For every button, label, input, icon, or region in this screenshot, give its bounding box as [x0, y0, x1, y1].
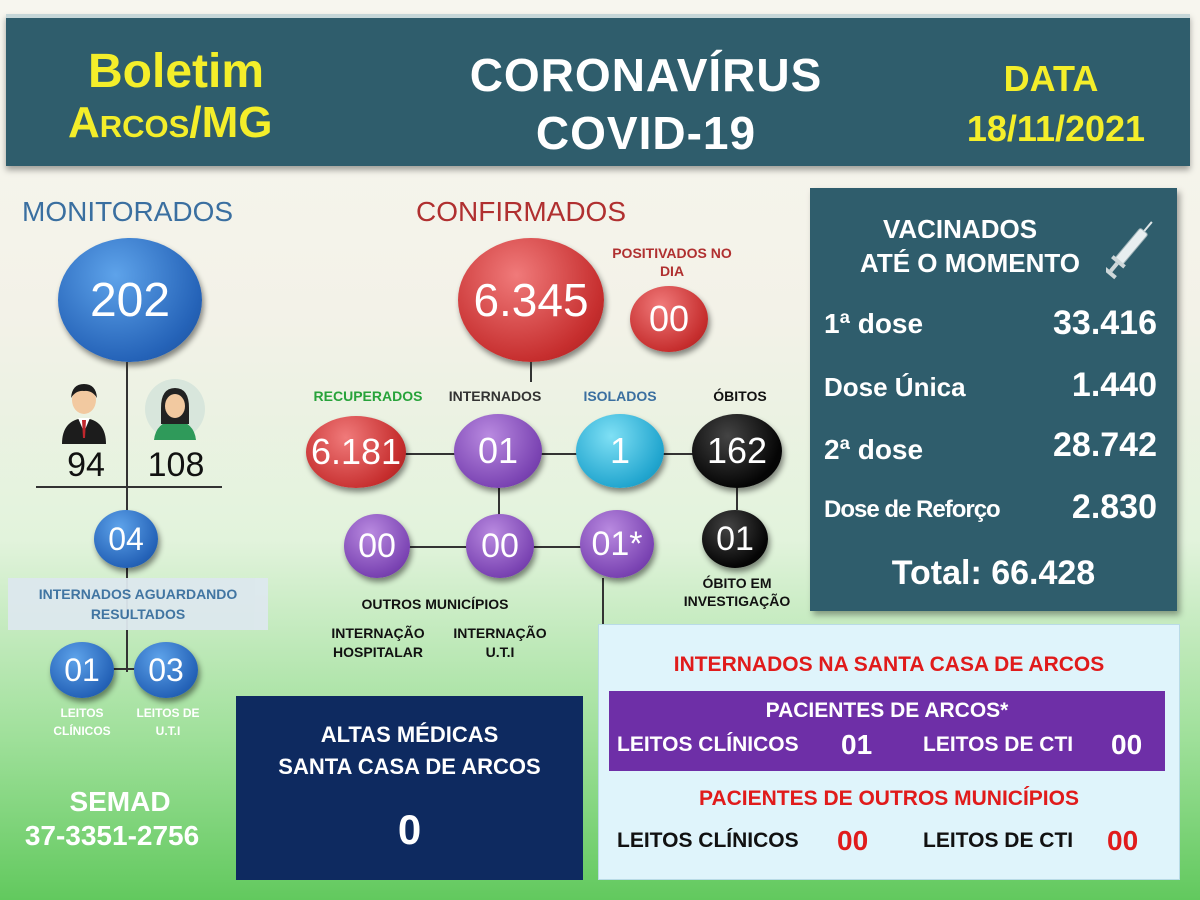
internados-circle — [454, 414, 542, 488]
altas-title-1: ALTAS MÉDICAS — [320, 722, 499, 747]
leitos-uti-label: LEITOS DE U.T.I — [136, 706, 200, 738]
monitorados-total: 202 — [89, 273, 171, 327]
arcos-clinicos-value: 01 — [841, 729, 873, 760]
outros-municipios-circle — [344, 514, 410, 578]
obitos-label: ÓBITOS — [713, 388, 767, 404]
title-line-2: COVID-19 — [535, 107, 757, 159]
positivados-count: 00 — [648, 298, 690, 339]
isolados-circle — [576, 414, 664, 488]
internacao-uti-label: INTERNAÇÃO U.T.I — [453, 625, 547, 660]
outros-clinicos-value: 00 — [837, 825, 869, 856]
confirmados-connector — [530, 362, 532, 382]
obito-investigacao-circle — [702, 510, 768, 568]
female-person-icon — [144, 378, 206, 440]
santa-casa-panel — [598, 624, 1180, 880]
city-label: Arcos/MG — [68, 98, 273, 147]
dose-reforco-value: 2.830 — [1071, 488, 1157, 526]
vacinados-row-4 — [824, 488, 1157, 536]
internacao-uti-count: 01* — [591, 524, 643, 563]
altas-title-2: SANTA CASA DE ARCOS — [278, 754, 541, 779]
obitos-connector — [736, 488, 738, 510]
arcos-cti-value: 00 — [1111, 729, 1143, 760]
recuperados-circle — [306, 416, 406, 488]
male-person-icon — [56, 378, 112, 444]
recuperados-count: 6.181 — [310, 431, 402, 472]
dose-2-value: 28.742 — [1053, 426, 1157, 464]
arcos-patients-bar — [609, 691, 1165, 771]
vacinados-row-2 — [824, 366, 1157, 412]
outros-municipios-label: OUTROS MUNICÍPIOS — [361, 596, 509, 612]
confirmados-total-circle — [458, 238, 604, 362]
obito-investigacao-label: ÓBITO EM INVESTIGAÇÃO — [683, 575, 791, 609]
internacao-hospitalar-count: 00 — [481, 526, 519, 565]
monitorados-total-circle — [58, 238, 202, 362]
recuperados-label: RECUPERADOS — [313, 388, 423, 404]
aguardando-label-box — [8, 578, 268, 630]
leitos-uti-circle — [134, 642, 198, 698]
boletim-label: Boletim — [88, 45, 265, 98]
dose-2-label: 2ª dose — [824, 434, 924, 465]
outros-cti-value: 00 — [1107, 825, 1139, 856]
leitos-clinicos-count: 01 — [64, 651, 100, 688]
outros-clinicos-label: LEITOS CLÍNICOS — [617, 829, 799, 852]
dose-unica-label: Dose Única — [824, 372, 966, 402]
confirmados-total: 6.345 — [473, 274, 589, 326]
positivados-circle — [630, 286, 708, 352]
outros-patients-title: PACIENTES DE OUTROS MUNICÍPIOS — [699, 787, 1079, 810]
internacao-uti-circle — [580, 510, 654, 578]
internacao-hospitalar-circle — [466, 514, 534, 578]
syringe-icon — [1106, 212, 1154, 284]
male-count: 94 — [67, 446, 105, 484]
data-label: DATA — [1003, 58, 1099, 99]
altas-panel — [236, 696, 583, 880]
dose-unica-value: 1.440 — [1071, 366, 1157, 404]
aguardando-circle — [94, 510, 158, 568]
female-count: 108 — [147, 446, 205, 484]
outros-cti-label: LEITOS DE CTI — [923, 829, 1074, 852]
aguardando-label: INTERNADOS AGUARDANDO RESULTADOS — [38, 586, 238, 622]
title-line-1: CORONAVÍRUS — [469, 49, 823, 101]
altas-value: 0 — [397, 806, 422, 853]
arcos-patients-title: PACIENTES DE ARCOS* — [765, 699, 1009, 722]
monitorados-label: MONITORADOS — [22, 196, 234, 227]
arcos-clinicos-label: LEITOS CLÍNICOS — [617, 733, 799, 756]
obitos-circle — [692, 414, 782, 488]
header-bar — [6, 14, 1190, 166]
vacinados-row-3 — [824, 426, 1157, 474]
vacinados-title-1: VACINADOS — [882, 214, 1038, 244]
positivados-label: POSITIVADOS NO DIA — [612, 245, 732, 279]
internados-label: INTERNADOS — [448, 388, 542, 404]
leitos-clinicos-circle — [50, 642, 114, 698]
aguardando-count: 04 — [108, 520, 144, 557]
outros-municipios-count: 00 — [358, 526, 396, 565]
date-value: 18/11/2021 — [966, 108, 1146, 149]
dose-reforco-label: Dose de Reforço — [824, 496, 1000, 523]
vacinados-panel — [810, 188, 1177, 611]
arcos-cti-label: LEITOS DE CTI — [923, 733, 1074, 756]
obitos-count: 162 — [706, 430, 768, 471]
vacinados-row-1 — [824, 304, 1157, 348]
obito-investigacao-count: 01 — [716, 519, 754, 558]
leitos-clinicos-label: LEITOS CLÍNICOS — [53, 706, 111, 738]
dose-1-label: 1ª dose — [824, 308, 924, 339]
internados-count: 01 — [477, 430, 519, 471]
semad-label: SEMAD — [69, 786, 171, 817]
isolados-count: 1 — [609, 430, 631, 471]
dose-1-value: 33.416 — [1053, 304, 1157, 342]
santa-casa-title: INTERNADOS NA SANTA CASA DE ARCOS — [673, 653, 1105, 676]
confirmados-label: CONFIRMADOS — [416, 196, 626, 227]
vacinados-total: Total: 66.428 — [891, 554, 1096, 592]
semad-phone: 37-3351-2756 — [24, 820, 200, 851]
isolados-label: ISOLADOS — [583, 388, 657, 404]
leitos-uti-count: 03 — [148, 651, 184, 688]
monitorados-divider — [36, 486, 222, 488]
vacinados-title-2: ATÉ O MOMENTO — [859, 248, 1081, 278]
internacao-hospitalar-label: INTERNAÇÃO HOSPITALAR — [331, 625, 425, 660]
